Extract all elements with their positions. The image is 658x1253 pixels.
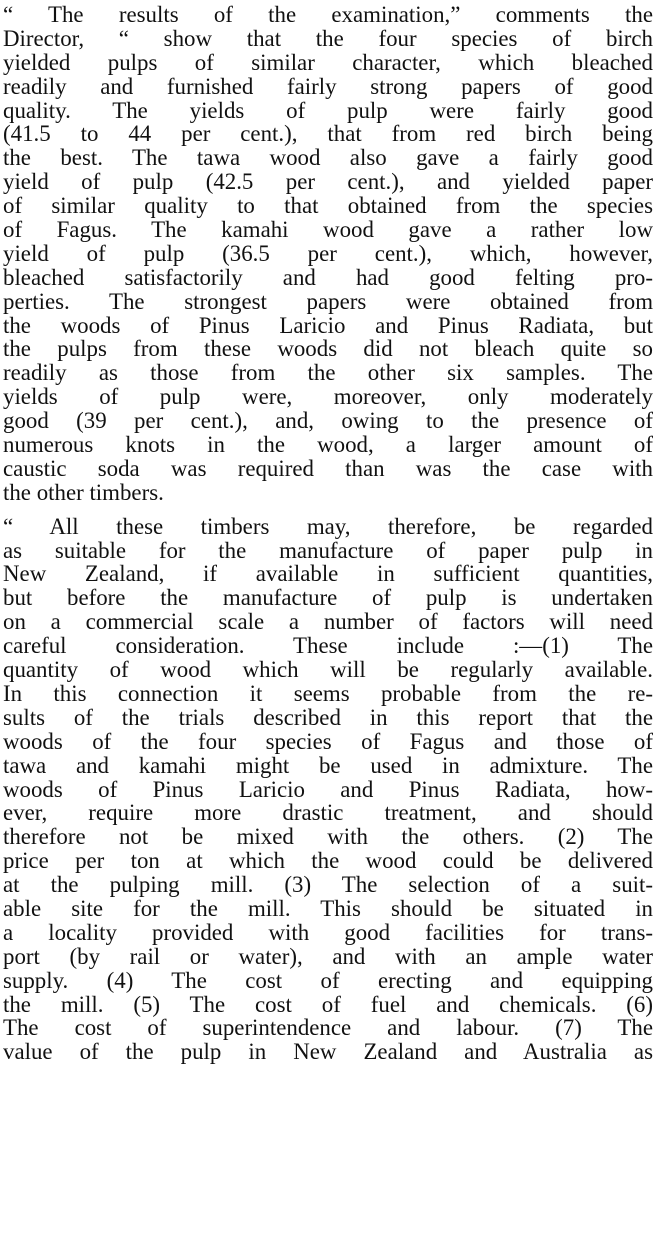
text-line: the woods of Pinus Laricio and Pinus Radiata, but	[3, 312, 653, 338]
text-line: yielded pulps of similar character, which bleached	[3, 49, 653, 75]
text-line: port (by rail or water), and with an ample water	[3, 943, 653, 969]
text-line: a locality provided with good facilities for trans-	[3, 919, 653, 945]
text-line: caustic soda was required than was the case with	[3, 455, 653, 481]
text-line: “ All these timbers may, therefore, be regarded	[3, 513, 653, 539]
paragraph-timbers	[3, 515, 653, 1064]
text-line: quantity of wood which will be regularly available.	[3, 657, 653, 683]
text-line: sults of the trials described in this report that the	[3, 704, 653, 730]
text-line: perties. The strongest papers were obtained from	[3, 288, 653, 314]
text-line: readily and furnished fairly strong papers of good	[3, 73, 653, 99]
text-line: “ The results of the examination,” comments the	[3, 2, 653, 27]
text-line: value of the pulp in New Zealand and Australia as	[3, 1039, 653, 1065]
text-line: (41.5 to 44 per cent.), that from red birch being	[3, 121, 653, 147]
text-line: therefore not be mixed with the others. (2) The	[3, 824, 653, 850]
text-line: price per ton at which the wood could be delivered	[3, 848, 653, 874]
text-line: woods of Pinus Laricio and Pinus Radiata, how-	[3, 776, 653, 802]
text-line: as suitable for the manufacture of paper pulp in	[3, 537, 653, 563]
text-line: quality. The yields of pulp were fairly good	[3, 97, 653, 123]
text-line: tawa and kamahi might be used in admixture. The	[3, 752, 653, 778]
text-line: the other timbers.	[3, 479, 164, 505]
text-line: ever, require more drastic treatment, and should	[3, 800, 653, 826]
text-line: numerous knots in the wood, a larger amount of	[3, 432, 653, 458]
text-line: yield of pulp (36.5 per cent.), which, however,	[3, 240, 653, 266]
text-line: careful consideration. These include :—(1) The	[3, 633, 653, 659]
document-page	[3, 3, 653, 1064]
text-line: the mill. (5) The cost of fuel and chemicals. (6)	[3, 991, 653, 1017]
text-line: yields of pulp were, moreover, only moderately	[3, 384, 653, 410]
text-line: at the pulping mill. (3) The selection of a suit-	[3, 872, 653, 898]
text-line: but before the manufacture of pulp is undertaken	[3, 585, 653, 611]
text-line: of similar quality to that obtained from the species	[3, 193, 653, 219]
text-line: of Fagus. The kamahi wood gave a rather low	[3, 217, 653, 243]
text-line: able site for the mill. This should be situated in	[3, 895, 653, 921]
text-line: yield of pulp (42.5 per cent.), and yielded paper	[3, 169, 653, 195]
text-line: good (39 per cent.), and, owing to the presence of	[3, 408, 653, 434]
text-line: woods of the four species of Fagus and those of	[3, 728, 653, 754]
paragraph-results	[3, 3, 653, 505]
text-line: New Zealand, if available in sufficient quantities,	[3, 561, 653, 587]
text-line: readily as those from the other six samples. The	[3, 360, 653, 386]
text-line: the best. The tawa wood also gave a fairly good	[3, 145, 653, 171]
text-line: the pulps from these woods did not bleach quite so	[3, 336, 653, 362]
text-line: In this connection it seems probable from the re-	[3, 680, 653, 706]
text-line: The cost of superintendence and labour. (7) The	[3, 1015, 653, 1041]
text-line: Director, “ show that the four species of birch	[3, 25, 653, 51]
text-line: on a commercial scale a number of factors will need	[3, 609, 653, 635]
text-line: bleached satisfactorily and had good felting pro-	[3, 264, 653, 290]
text-line: supply. (4) The cost of erecting and equipping	[3, 967, 653, 993]
